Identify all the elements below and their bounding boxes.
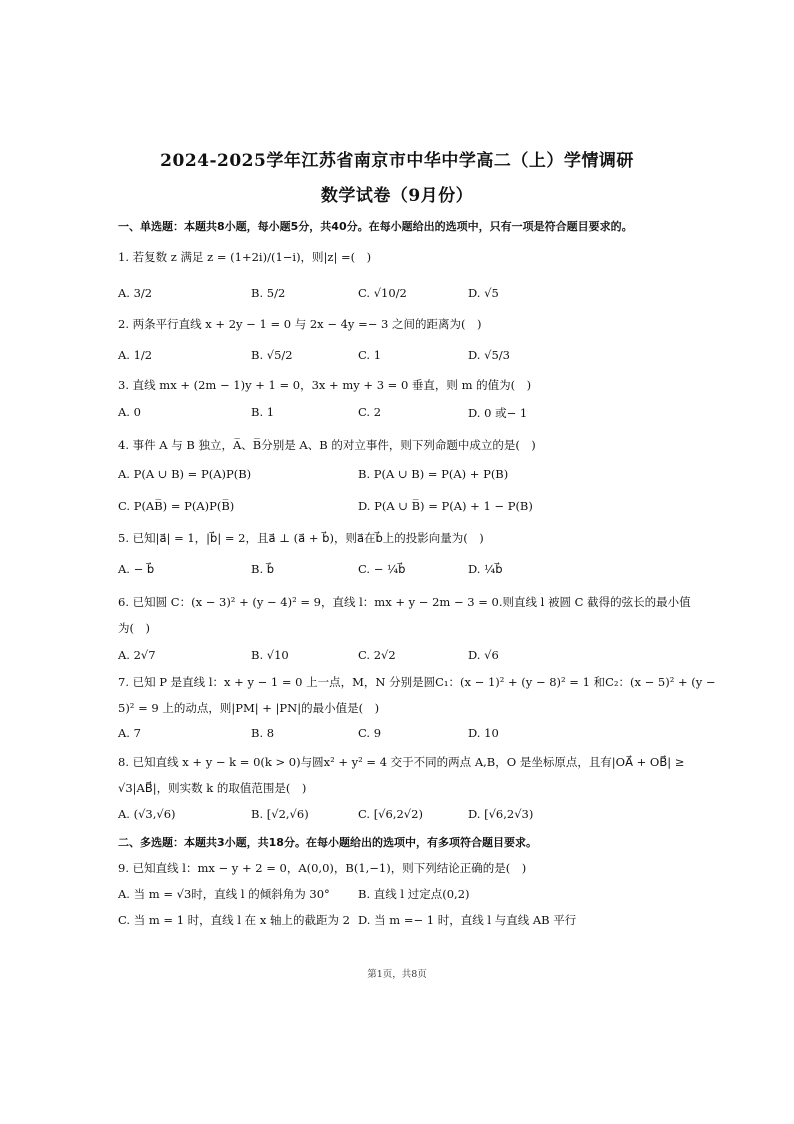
q2-option-d: D. √5/3 [468, 348, 510, 362]
q2-option-a: A. 1/2 [118, 348, 153, 362]
exam-subtitle: 数学试卷（9月份） [320, 186, 474, 206]
q4-option-b: B. P(A ∪ B) = P(A) + P(B) [358, 467, 509, 481]
q6-option-d: D. √6 [468, 648, 499, 662]
q2-option-b: B. √5/2 [251, 348, 293, 362]
question-4: 4. 事件 A 与 B 独立，A̅、B̅分别是 A、B 的对立事件，则下列命题中成立的是( ) [118, 438, 536, 452]
section-heading-single-choice: 一、单选题：本题共8小题，每小题5分，共40分。在每小题给出的选项中，只有一项是符合题目要求的。 [118, 220, 633, 233]
q8-option-a: A. (√3,√6) [118, 807, 176, 821]
q9-option-b: B. 直线 l 过定点(0,2) [358, 887, 470, 901]
q8-option-d: D. [√6,2√3) [468, 807, 534, 821]
q9-option-d: D. 当 m =− 1 时，直线 l 与直线 AB 平行 [358, 913, 577, 927]
question-8-line-1: 8. 已知直线 x + y − k = 0(k > 0)与圆x² + y² = 4 交于不同的两点 A,B，O 是坐标原点，且有|OA⃗ + OB⃗| ≥ [118, 755, 685, 769]
q3-option-d: D. 0 或− 1 [468, 406, 528, 420]
q3-option-a: A. 0 [118, 405, 141, 419]
q4-option-a: A. P(A ∪ B) = P(A)P(B) [118, 467, 252, 481]
q2-option-c: C. 1 [358, 348, 382, 362]
q4-option-d: D. P(A ∪ B̅) = P(A) + 1 − P(B) [358, 499, 533, 513]
q1-option-b: B. 5/2 [251, 286, 286, 300]
q6-option-a: A. 2√7 [118, 648, 156, 662]
q7-option-a: A. 7 [118, 726, 141, 740]
q6-option-b: B. √10 [251, 648, 289, 662]
q5-option-a: A. − b⃗ [118, 562, 155, 576]
q6-option-c: C. 2√2 [358, 648, 396, 662]
question-6-line-2: 为( ) [118, 621, 150, 635]
page-footer: 第1页，共8页 [367, 969, 427, 980]
q5-option-d: D. ¼b⃗ [468, 562, 503, 576]
q4-option-c: C. P(AB̅) = P(A)P(B̅) [118, 499, 235, 513]
q7-option-c: C. 9 [358, 726, 382, 740]
question-1: 1. 若复数 z 满足 z = (1+2i)/(1−i)，则|z| =( ) [118, 250, 372, 264]
q7-option-b: B. 8 [251, 726, 275, 740]
q8-option-b: B. [√2,√6) [251, 807, 309, 821]
q1-option-a: A. 3/2 [118, 286, 153, 300]
q9-option-a: A. 当 m = √3时，直线 l 的倾斜角为 30° [118, 887, 330, 901]
question-7-line-2: 5)² = 9 上的动点，则|PM| + |PN|的最小值是( ) [118, 701, 380, 715]
q5-option-c: C. − ¼b⃗ [358, 562, 406, 576]
question-3: 3. 直线 mx + (2m − 1)y + 1 = 0，3x + my + 3 = 0 垂直，则 m 的值为( ) [118, 378, 532, 392]
q3-option-c: C. 2 [358, 405, 382, 419]
question-2: 2. 两条平行直线 x + 2y − 1 = 0 与 2x − 4y =− 3 之间的距离为( ) [118, 317, 482, 331]
question-8-line-2: √3|AB⃗|，则实数 k 的取值范围是( ) [118, 781, 307, 795]
q1-option-c: C. √10/2 [358, 286, 407, 300]
question-5: 5. 已知|a⃗| = 1，|b⃗| = 2，且a⃗ ⊥ (a⃗ + b⃗)，则a⃗在b⃗上的投影向量为( ) [118, 531, 484, 545]
question-6-line-1: 6. 已知圆 C：(x − 3)² + (y − 4)² = 9，直线 l：mx + y − 2m − 3 = 0.则直线 l 被圆 C 截得的弦长的最小值 [118, 595, 691, 609]
question-9: 9. 已知直线 l：mx − y + 2 = 0，A(0,0)，B(1,−1)，则下列结论正确的是( ) [118, 861, 527, 875]
q3-option-b: B. 1 [251, 405, 275, 419]
q9-option-c: C. 当 m = 1 时，直线 l 在 x 轴上的截距为 2 [118, 913, 350, 927]
exam-title: 2024-2025学年江苏省南京市中华中学高二（上）学情调研 [160, 151, 634, 171]
q5-option-b: B. b⃗ [251, 562, 275, 576]
question-7-line-1: 7. 已知 P 是直线 l：x + y − 1 = 0 上一点，M，N 分别是圆C₁：(x − 1)² + (y − 8)² = 1 和C₂：(x − 5)² + (y − [118, 675, 716, 689]
q7-option-d: D. 10 [468, 726, 499, 740]
q1-option-d: D. √5 [468, 286, 499, 300]
q8-option-c: C. [√6,2√2) [358, 807, 423, 821]
section-heading-multiple-choice: 二、多选题：本题共3小题，共18分。在每小题给出的选项中，有多项符合题目要求。 [118, 836, 537, 849]
